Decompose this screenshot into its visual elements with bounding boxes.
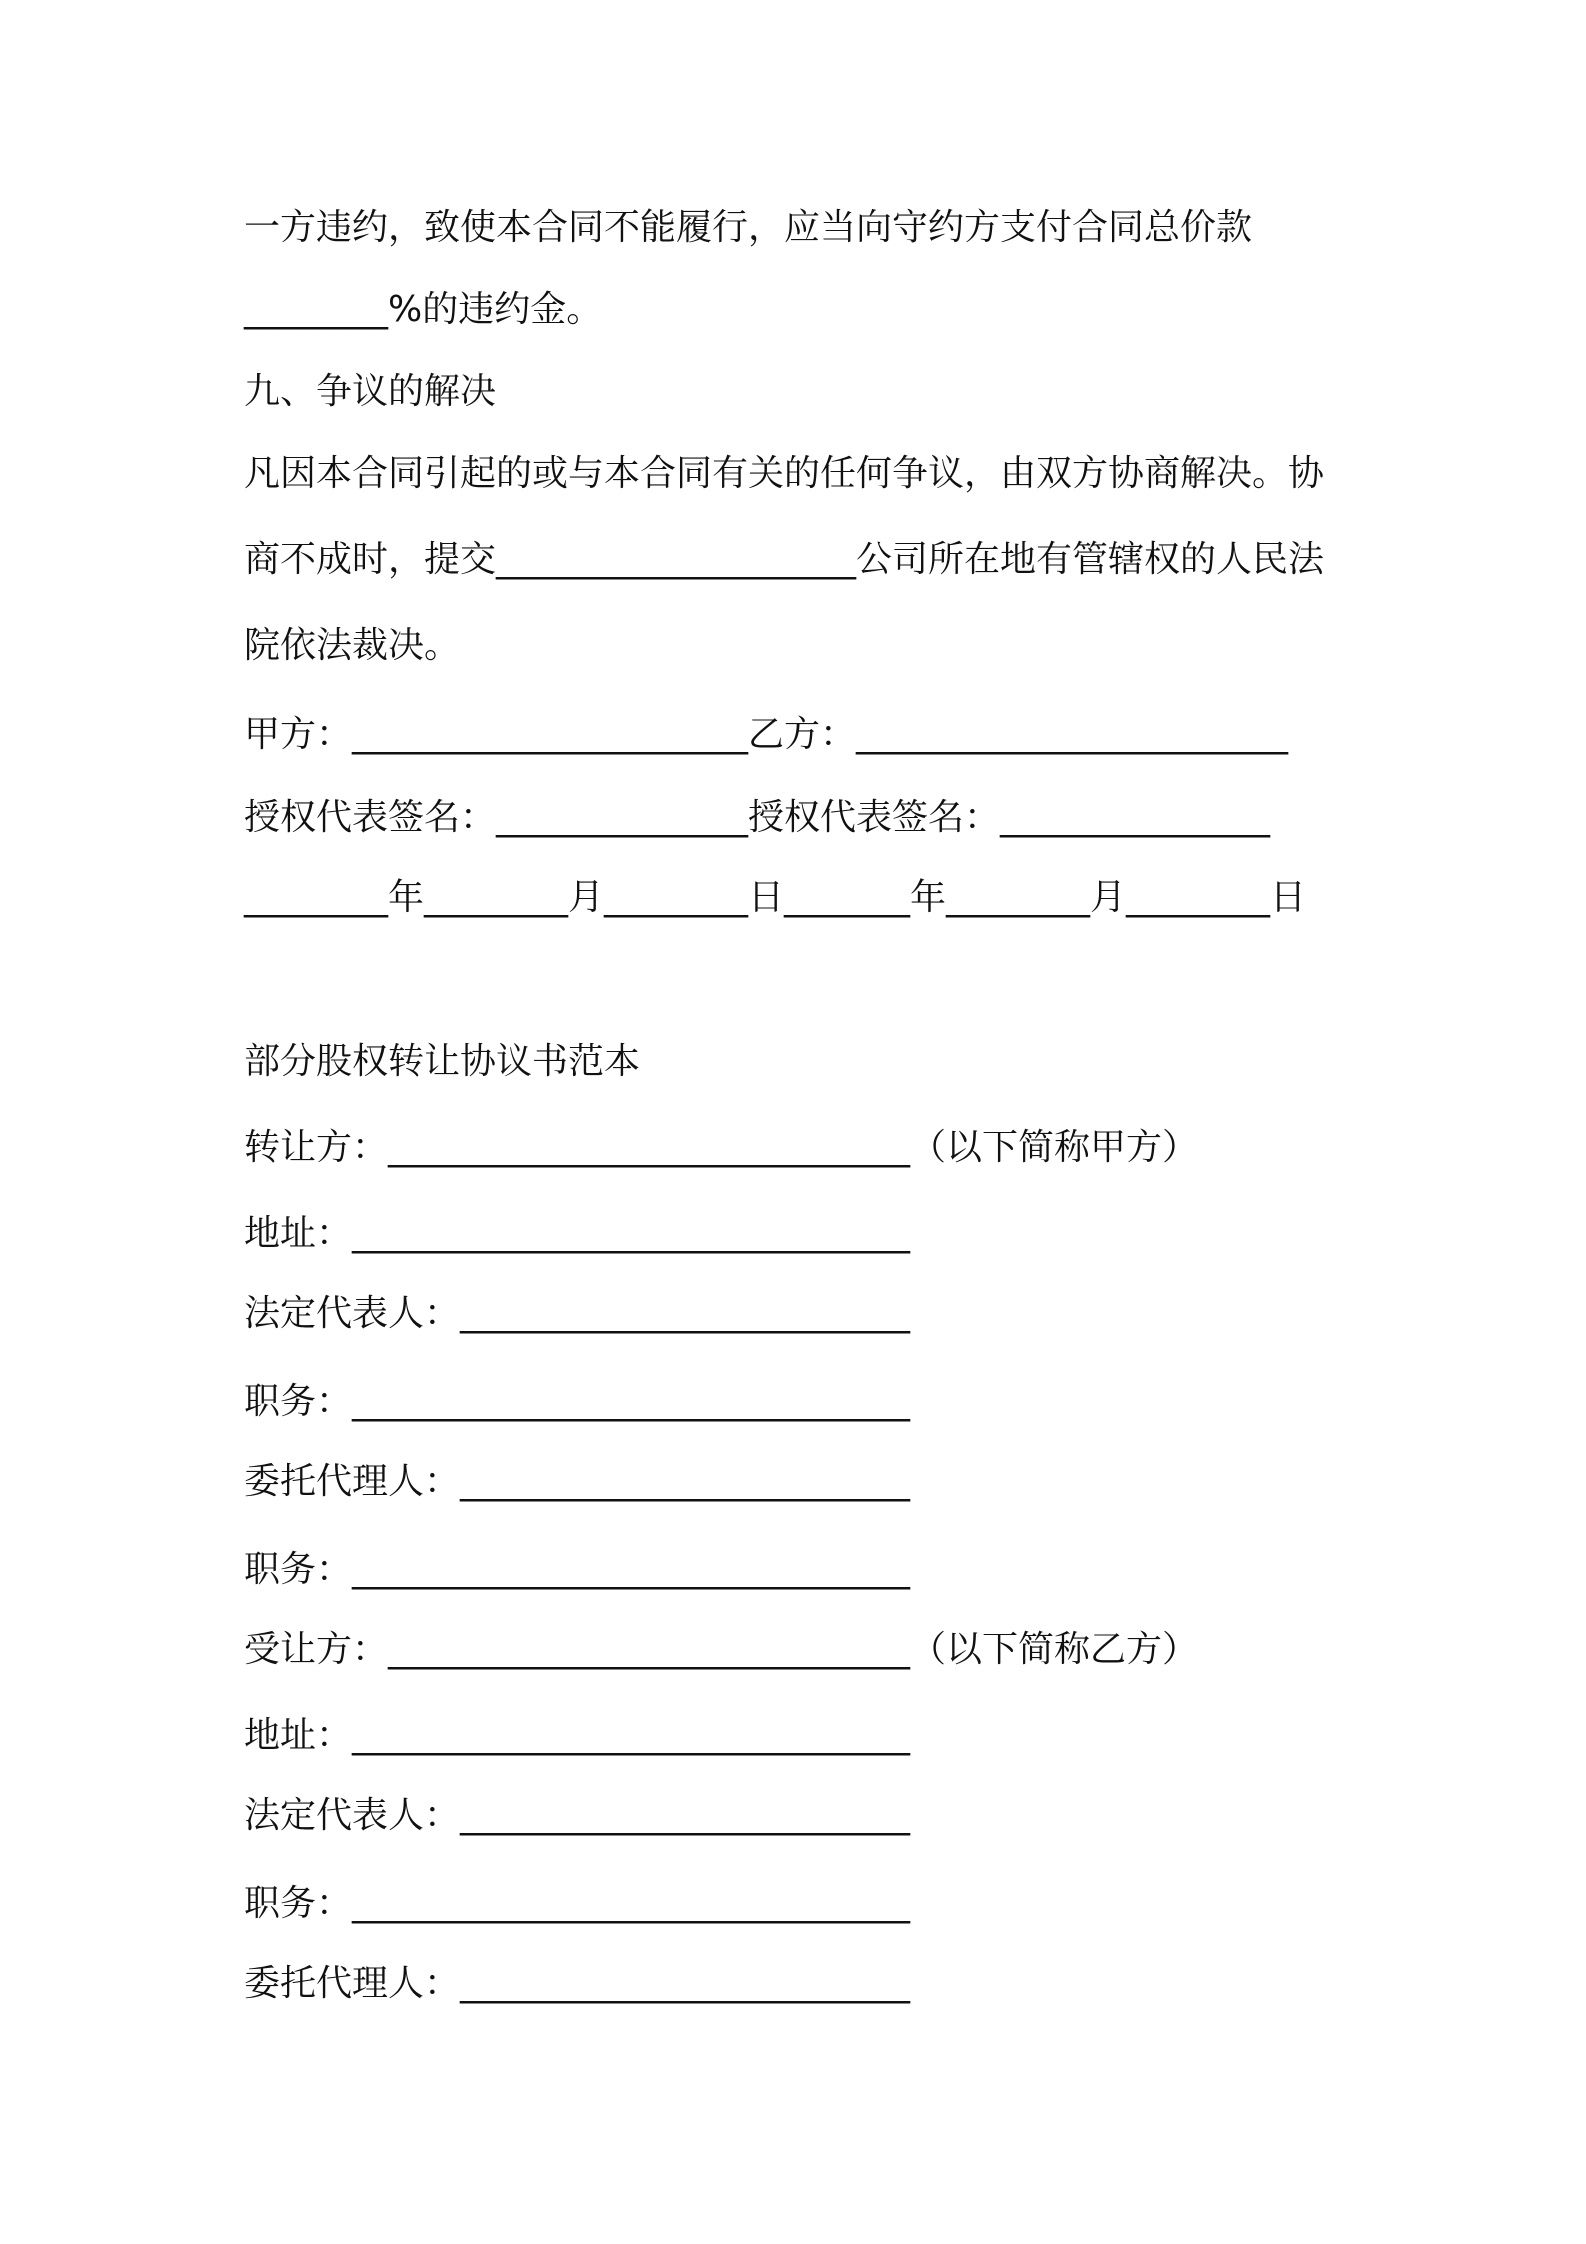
dispute-clause-line-3: 院依法裁决。	[244, 625, 461, 666]
dispute-clause-line-1: 凡因本合同引起的或与本合同有关的任何争议，由双方协商解决。协	[244, 453, 1325, 494]
transferor-agent-line: 委托代理人：_________________________	[244, 1461, 911, 1502]
document-title: 部分股权转让协议书范本	[244, 1041, 641, 1082]
transferor-position-line: 职务：_______________________________	[244, 1381, 911, 1422]
transferee-line: 受让方：_____________________________（以下简称乙方）	[244, 1629, 1199, 1670]
transferee-address-line: 地址：_______________________________	[244, 1715, 911, 1756]
signature-representatives-line: 授权代表签名：______________授权代表签名：_______________	[244, 797, 1271, 838]
transferee-agent-line: 委托代理人：_________________________	[244, 1963, 911, 2004]
section-nine-heading: 九、争议的解决	[244, 371, 497, 412]
signature-parties-line: 甲方：______________________乙方：________________________	[244, 714, 1289, 755]
breach-clause-line-1: 一方违约，致使本合同不能履行，应当向守约方支付合同总价款	[244, 207, 1253, 248]
signature-dates-line: ________年________月________日_______年________月________日	[244, 877, 1306, 918]
breach-clause-line-2: ________%的违约金。	[244, 289, 603, 330]
transferor-line: 转让方：_____________________________（以下简称甲方）	[244, 1127, 1199, 1168]
dispute-clause-line-2: 商不成时，提交____________________公司所在地有管辖权的人民法	[244, 539, 1325, 580]
transferor-agent-position-line: 职务：_______________________________	[244, 1549, 911, 1590]
transferee-legal-rep-line: 法定代表人：_________________________	[244, 1795, 911, 1836]
transferee-position-line: 职务：_______________________________	[244, 1883, 911, 1924]
transferor-legal-rep-line: 法定代表人：_________________________	[244, 1293, 911, 1334]
transferor-address-line: 地址：_______________________________	[244, 1213, 911, 1254]
